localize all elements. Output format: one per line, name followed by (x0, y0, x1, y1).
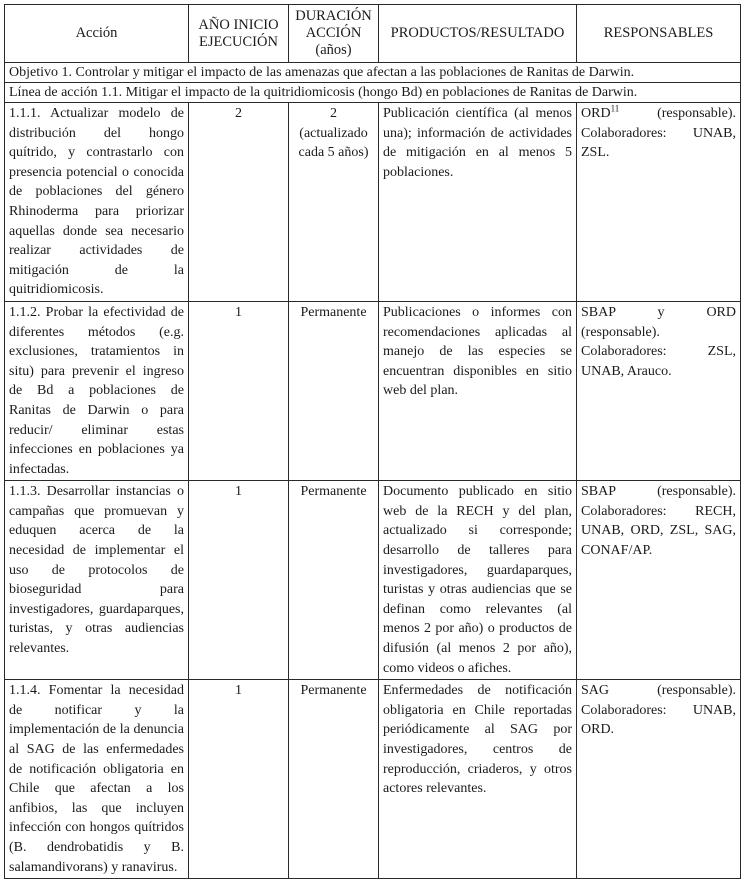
header-anio-inicio: AÑO INICIO EJECUCIÓN (189, 5, 289, 63)
linea-accion-text: Línea de acción 1.1. Mitigar el impacto de la quitridiomicosis (hongo Bd) en poblaciones de Ranitas de Darwin. (5, 83, 741, 103)
accion-cell: 1.1.1. Actualizar modelo de distribución del hongo quítrido, y contrastarlo con presencia potencial o conocida de poblaciones del género Rhinoderma para priorizar aquellas donde sea necesario realizar actividades de mitigación de la quitridiomicosis. (5, 103, 189, 302)
duracion-cell: Permanente (289, 481, 379, 680)
responsables-cell (577, 103, 741, 302)
header-duracion-l3: (años) (315, 42, 352, 58)
table-row (5, 680, 741, 879)
header-accion: Acción (5, 5, 189, 63)
linea-accion-row (5, 83, 741, 103)
productos-cell: Publicación científica (al menos una); información de actividades de mitigación en al menos 5 poblaciones. (379, 103, 577, 302)
objetivo-row (5, 63, 741, 83)
header-responsables: RESPONSABLES (577, 5, 741, 63)
footnote-marker: 11 (610, 103, 620, 114)
duracion-l2: (actualizado (299, 125, 368, 141)
header-row (5, 5, 741, 63)
duracion-l1: 2 (330, 106, 337, 121)
productos-cell: Documento publicado en sitio web de la RECH y del plan, actualizado si corresponde; desarrollo de talleres para investigadores, guardaparques, turistas y otras audiencias que se definan como relevantes (al menos 2 por año) o productos de difusión (al menos 2 por año), como videos o afiches. (379, 481, 577, 680)
table-row (5, 301, 741, 480)
responsables-pre: ORD (581, 106, 611, 121)
objetivo-text: Objetivo 1. Controlar y mitigar el impacto de las amenazas que afectan a las poblaciones de Ranitas de Darwin. (5, 63, 741, 83)
duracion-cell (289, 103, 379, 302)
duracion-cell: Permanente (289, 301, 379, 480)
responsables-cell: SAG (responsable). Colaboradores: UNAB, ORD. (577, 680, 741, 879)
duracion-cell: Permanente (289, 680, 379, 879)
responsables-cell: SBAP (responsable). Colaboradores: RECH, UNAB, ORD, ZSL, SAG, CONAF/AP. (577, 481, 741, 680)
table-row (5, 103, 741, 302)
anio-cell: 2 (189, 103, 289, 302)
header-duracion-l2: ACCIÓN (305, 25, 362, 41)
header-duracion-l1: DURACIÓN (295, 8, 372, 24)
accion-cell: 1.1.2. Probar la efectividad de diferentes métodos (e.g. exclusiones, tratamientos in situ) para prevenir el ingreso de Bd a poblaciones de Ranitas de Darwin o para reducir/ eliminar estas infecciones en poblaciones ya infectadas. (5, 301, 189, 480)
productos-cell: Enfermedades de notificación obligatoria en Chile reportadas periódicamente al SAG por investigadores, centros de reproducción, criaderos, y otros actores relevantes. (379, 680, 577, 879)
header-productos: PRODUCTOS/RESULTADO (379, 5, 577, 63)
anio-cell: 1 (189, 481, 289, 680)
anio-cell: 1 (189, 301, 289, 480)
anio-cell: 1 (189, 680, 289, 879)
responsables-cell: SBAP y ORD (responsable). Colaboradores: ZSL, UNAB, Arauco. (577, 301, 741, 480)
table-row (5, 481, 741, 680)
productos-cell: Publicaciones o informes con recomendaciones aplicadas al manejo de las especies se encuentran disponibles en sitio web del plan. (379, 301, 577, 480)
header-duracion (289, 5, 379, 63)
duracion-l3: cada 5 años) (298, 145, 369, 161)
action-plan-table (4, 4, 741, 879)
accion-cell: 1.1.3. Desarrollar instancias o campañas que promuevan y eduquen acerca de la necesidad de implementar el uso de protocolos de bioseguridad para investigadores, guardaparques, turistas, y otras audiencias relevantes. (5, 481, 189, 680)
accion-cell: 1.1.4. Fomentar la necesidad de notificar y la implementación de la denuncia al SAG de las enfermedades de notificación obligatoria en Chile que afectan a los anfibios, las que incluyen infección con hongos quítridos (B. dendrobatidis y B. salamandivorans) y ranavirus. (5, 680, 189, 879)
responsables-post: (responsable). Colaboradores: UNAB, ZSL. (581, 106, 736, 161)
